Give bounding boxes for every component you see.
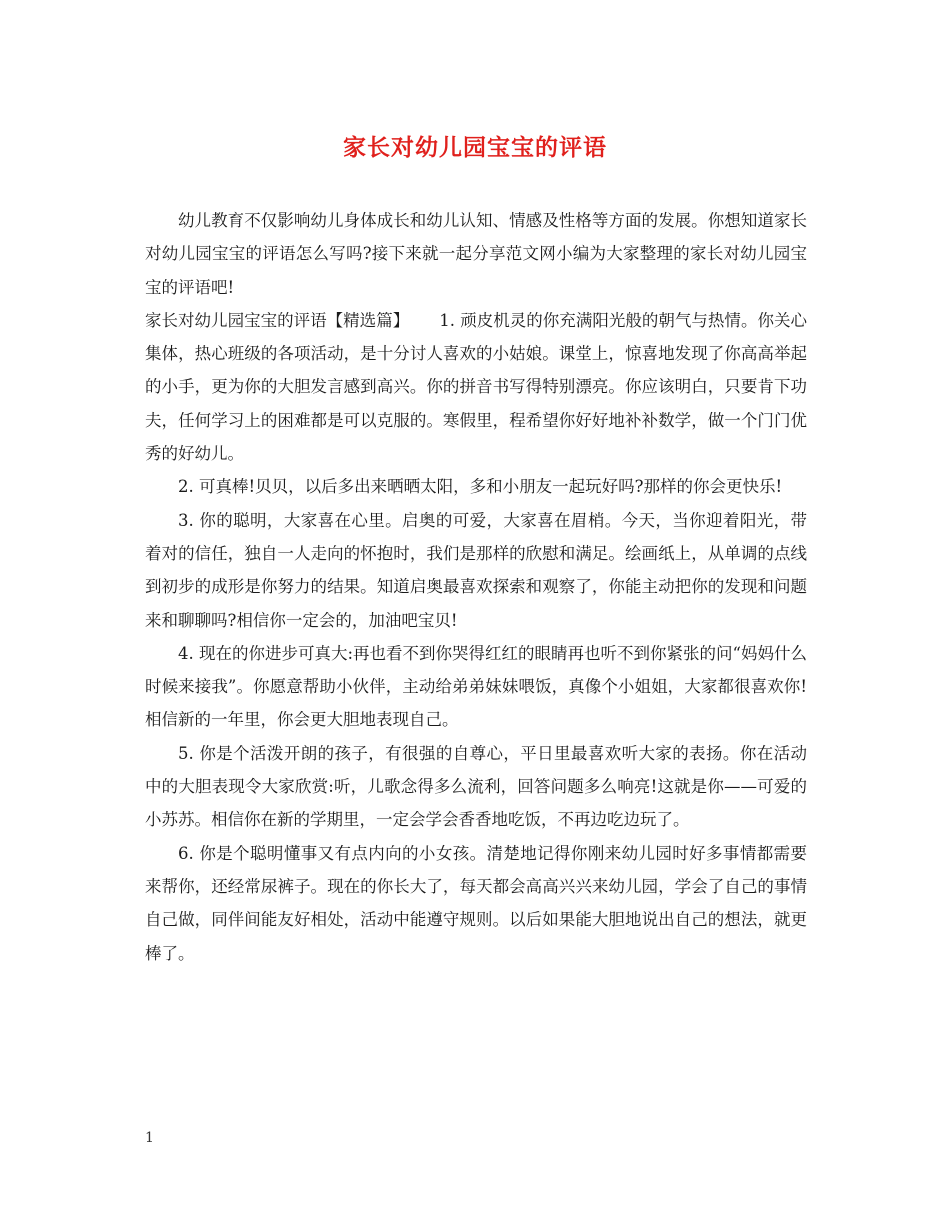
- section-paragraph-1: [145, 304, 807, 470]
- intro-paragraph: 幼儿教育不仅影响幼儿身体成长和幼儿认知、情感及性格等方面的发展。你想知道家长对幼儿园宝宝的评语怎么写吗?接下来就一起分享范文网小编为大家整理的家长对幼儿园宝宝的评语吧!: [145, 211, 807, 297]
- comment-6: 6. 你是个聪明懂事又有点内向的小女孩。清楚地记得你刚来幼儿园时好多事情都需要来帮你，还经常尿裤子。现在的你长大了，每天都会高高兴兴来幼儿园，学会了自己的事情自己做，同伴间能友好相处，活动中能遵守规则。以后如果能大胆地说出自己的想法，就更棒了。: [145, 843, 807, 963]
- document-title: 家长对幼儿园宝宝的评语: [343, 134, 607, 161]
- section-heading: 家长对幼儿园宝宝的评语【精选篇】: [145, 310, 410, 330]
- comment-1: 1. 顽皮机灵的你充满阳光般的朝气与热情。你关心集体，热心班级的各项活动，是十分讨人喜欢的小姑娘。课堂上，惊喜地发现了你高高举起的小手，更为你的大胆发言感到高兴。你的拼音书写得特别漂亮。你应该明白，只要肯下功夫，任何学习上的困难都是可以克服的。寒假里，程希望你好好地补补数学，做一个门门优秀的好幼儿。: [145, 310, 807, 464]
- page-number: 1: [145, 1130, 154, 1146]
- document-body: [145, 204, 807, 970]
- comment-4: 4. 现在的你进步可真大:再也看不到你哭得红红的眼睛再也听不到你紧张的问“妈妈什么时候来接我”。你愿意帮助小伙伴，主动给弟弟妹妹喂饭，真像个小姐姐，大家都很喜欢你!相信新的一年里，你会更大胆地表现自己。: [145, 643, 807, 730]
- comment-3: 3. 你的聪明，大家喜在心里。启奥的可爱，大家喜在眉梢。今天，当你迎着阳光，带着对的信任，独自一人走向的怀抱时，我们是那样的欣慰和满足。绘画纸上，从单调的点线到初步的成形是你努力的结果。知道启奥最喜欢探索和观察了，你能主动把你的发现和问题来和聊聊吗?相信你一定会的，加油吧宝贝!: [145, 510, 807, 630]
- comment-5: 5. 你是个活泼开朗的孩子，有很强的自尊心，平日里最喜欢听大家的表扬。你在活动中的大胆表现令大家欣赏:听，儿歌念得多么流利，回答问题多么响亮!这就是你——可爱的小苏苏。相信你在新的学期里，一定会学会香香地吃饭，不再边吃边玩了。: [145, 743, 807, 830]
- comment-2: 2. 可真棒!贝贝，以后多出来晒晒太阳，多和小朋友一起玩好吗?那样的你会更快乐!: [178, 477, 783, 497]
